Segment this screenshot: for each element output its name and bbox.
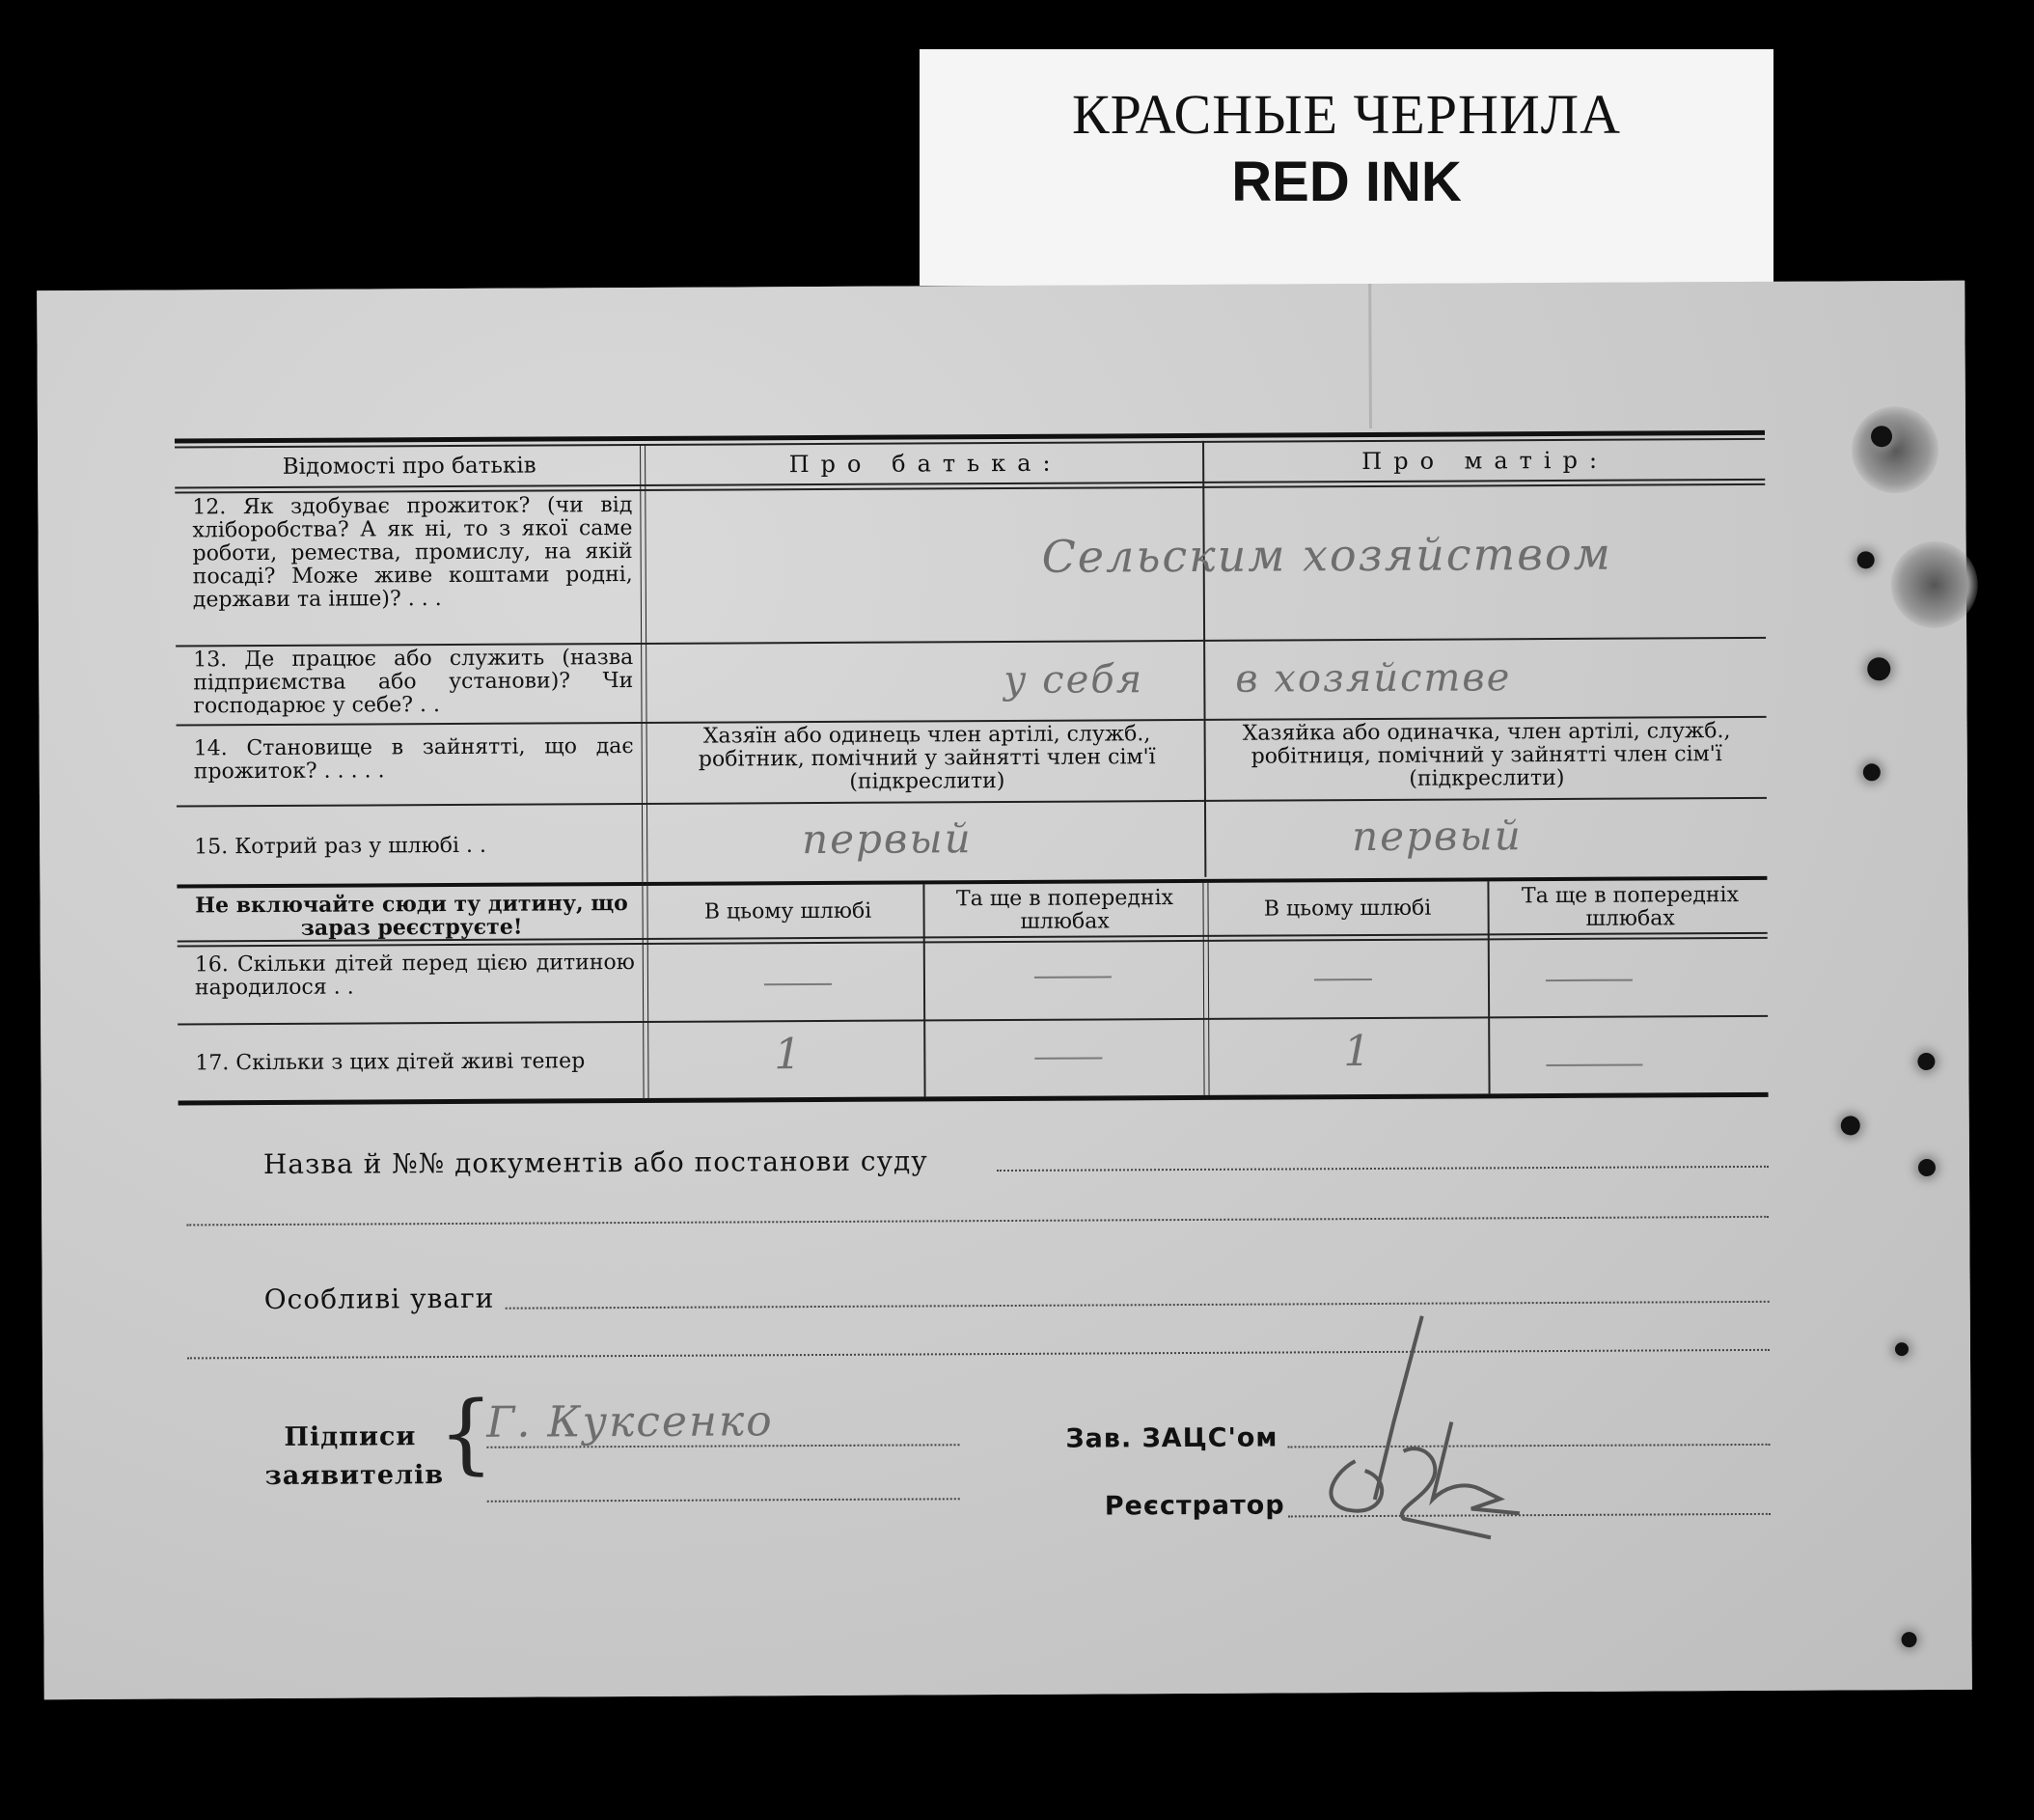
subheader-mother-prev: Та ще в попередніх шлюбах [1521,883,1740,931]
table-rule [177,797,1767,808]
question-14: 14. Становище в зайнятті, що дає прожиток? . . . . . [193,734,634,785]
punch-hole [1917,1053,1935,1070]
form-page [37,281,1972,1699]
page-fold [1368,284,1372,428]
col-header-mother: Про матір: [1361,446,1609,476]
handwritten-q15-father: первый [802,814,973,864]
handwritten-dash [1034,976,1112,978]
table-rule [178,1015,1768,1026]
punch-hole [1857,551,1875,568]
punch-hole [1867,657,1890,680]
handwritten-dash [1314,979,1372,980]
documents-label: Назва й №№ документів або постанови суду [262,1144,928,1181]
punch-hole [1918,1159,1936,1176]
applicant-signature: Г. Куксенко [486,1396,774,1448]
handwritten-q17-mother-this: 1 [1343,1027,1373,1077]
punch-hole [1841,1116,1860,1135]
head-label: Зав. ЗАЦС'ом [1065,1422,1278,1454]
handwritten-q17-father-this: 1 [774,1030,804,1080]
stain-mark [1891,541,1978,628]
table-column-divider [922,884,925,1096]
punch-hole [1871,426,1892,447]
punch-hole [1901,1632,1916,1647]
handwritten-dash [764,983,832,985]
handwritten-q13-father: у себя [1003,657,1144,703]
table-rule [176,637,1766,648]
question-13: 13. Де працює або служить (назва підприємства або установи)? Чи господарює у себе? . . [193,646,634,719]
documents-line-2[interactable] [186,1216,1769,1227]
q14-mother-options: Хазяйка або одиначка, член артілі, служб., робітниця, помічний у зайнятті член сім'ї (підкреслити) [1242,719,1731,791]
handwritten-q13-mother: в хозяйстве [1235,655,1512,702]
question-16: 16. Скільки дітей перед цією дитиною народилося . . [194,951,635,1001]
handwritten-dash [1546,979,1633,981]
handwritten-q15-mother: первый [1352,812,1523,861]
subheader-father-prev: Та ще в попередніх шлюбах [955,886,1174,934]
question-12: 12. Як здобуває прожиток? (чи від хліборобства? А як ні, то з якої саме роботи, ремества, промислу, на якій посаді? Може живе коштами родні, держави та інше)? . . . [192,493,633,613]
signatures-label-2: заявителів [264,1460,445,1492]
remarks-label: Особливі уваги [263,1282,495,1316]
subheader-father-this: В цьому шлюбі [703,898,872,924]
signatures-brace: { [438,1382,495,1485]
handwritten-dash [1034,1057,1102,1059]
signatures-label-1: Підписи [284,1421,417,1452]
punch-hole [1895,1342,1909,1356]
table-column-divider [1202,883,1209,1095]
col-header-father: Про батька: [788,449,1062,479]
documents-line[interactable] [997,1166,1769,1172]
handwritten-q12-answer: Сельским хозяйством [1041,527,1612,583]
question-15: 15. Котрий раз у шлюбі . . [194,833,487,860]
red-ink-label-card [920,49,1773,286]
handwritten-dash [1546,1064,1642,1067]
label-russian: КРАСНЫЕ ЧЕРНИЛА [1072,83,1621,146]
col-header-info: Відомості про батьків [282,453,536,480]
q14-father-options: Хазяїн або одинець член артілі, служб., робітник, помічний у зайнятті член сім'ї (підкреслити) [698,722,1156,794]
applicant-signature-line-2[interactable] [487,1498,960,1503]
table-column-divider [1202,441,1206,877]
stain-mark [1852,406,1938,493]
punch-hole [1863,763,1881,781]
registrar-label: Реєстратор [1104,1490,1285,1522]
label-english: RED INK [1231,151,1462,213]
table-bottom-rule [179,1092,1769,1106]
question-17: 17. Скільки з цих дітей живі тепер [195,1049,586,1076]
table-column-divider [640,444,649,1100]
subheader-mother-this: В цьому шлюбі [1263,896,1432,922]
table-column-divider [1487,881,1490,1093]
note-exclude-child: Не включайте сюди ту дитину, що зараз реєструєте! [195,891,628,941]
official-signature-scribble [1278,1306,1607,1568]
